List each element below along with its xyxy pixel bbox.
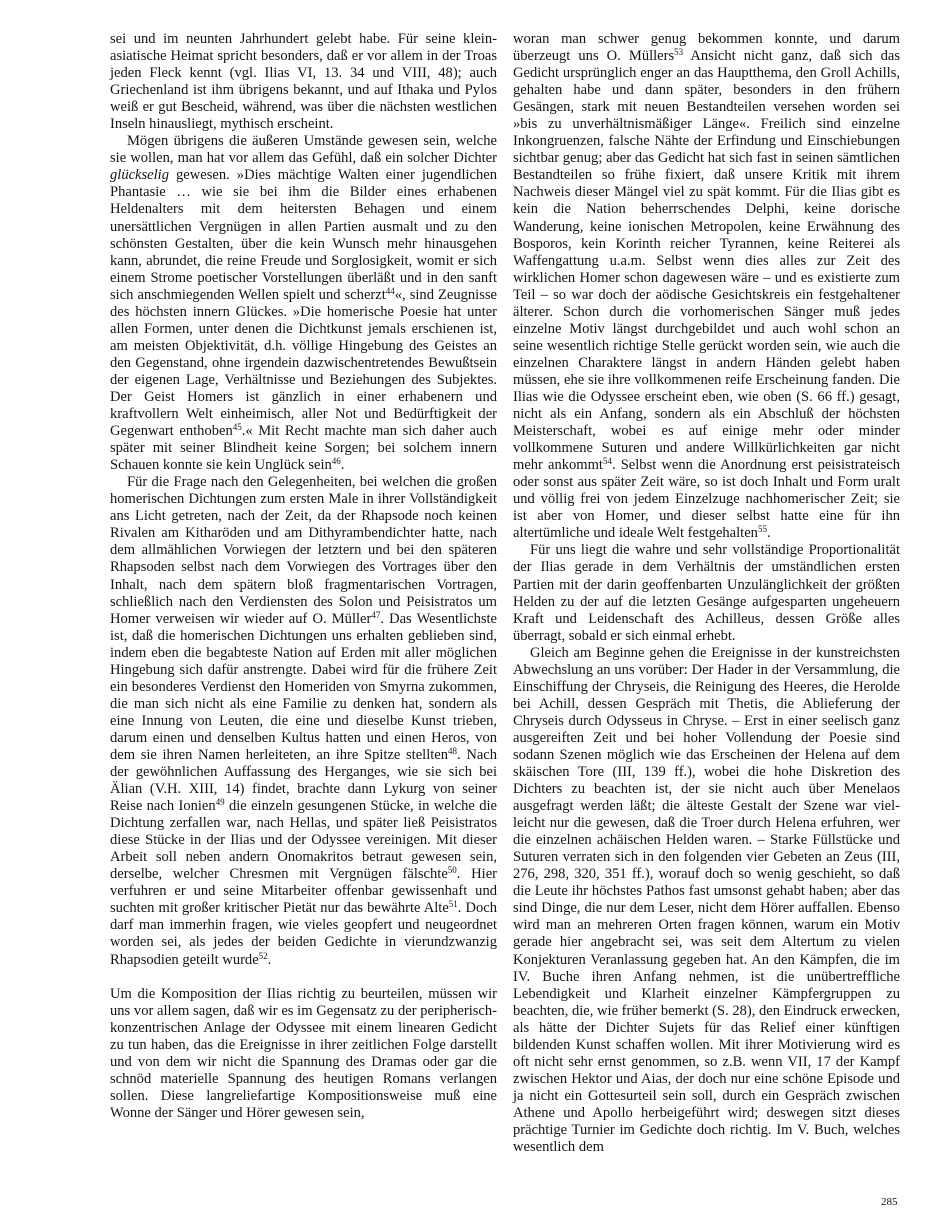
text-run: .« Mit Recht machte man sich daher auch später mit seiner Blindheit keine Sorgen; bei solchem innern Schauen konnte sie kein Unglück sein	[110, 423, 497, 474]
text-run: .	[267, 951, 272, 968]
paragraph	[110, 986, 497, 1122]
paragraph	[513, 542, 900, 644]
text-run: «, sind Zeugnisse des höchsten innern Glückes. »Die homerische Poesie hat unter allen Formen, unter denen die Dichtkunst jemals erschienen ist, am meisten Objektivität, d.h. völlige Hingebung des Geistes an den Gegenstand, ohne irgendein dazwischentretendes Bewußtsein der eigenen Lage, Verhältnisse und Beziehungen des Subjektes. Der Geist Homers ist gänzlich in einer erhabenern und kraftvollern Welt einheimisch, aller Not und Bedürftigkeit der Gegenwart enthoben	[110, 286, 498, 440]
paragraph	[110, 31, 497, 133]
text-run: woran man schwer genug bekommen konnte, und darum überzeugt uns O. Müllers	[513, 31, 900, 65]
text-run: sei und im neunten Jahrhundert gelebt habe. Für seine kleinasiatische Heimat spricht besonders, daß er vor allem in der Troas jeden Fleck kennt (vgl. Ilias VI, 13. 34 und VIII, 48); auch Griechenland ist ihm übrigens bekannt, und auf Ithaka und Pylos weiß er gut Bescheid, während, was über die nächsten westlichen Inseln hinausliegt, mythisch erscheint.	[110, 31, 497, 133]
footnote-ref: 51	[448, 899, 458, 910]
paragraph	[513, 645, 900, 1156]
text-run: Mögen übrigens die äußeren Umstände gewesen sein, welche sie wollen, man hat vor allem das Gefühl, daß ein solcher Dichter	[110, 133, 497, 167]
footnote-ref: 52	[258, 950, 268, 961]
text-run: die einzeln gesungenen Stücke, in welche die Dichtung zerfallen war, nach Hellas, und später ließ Peisistratos diese Stücke in der Ilias und der Odyssee vereinigen. Mit dieser Arbeit soll neben andern Onomakritos betraut gewesen sein, derselbe, welcher Chresmen mit Vergnügen fälschte	[110, 798, 498, 883]
text-run: . Nach der gewöhnlichen Auffassung des Herganges, wie sie sich bei Älian (V.H. XIII, 14) findet, brachte dann Lykurg von seiner Reise nach Ionien	[110, 746, 498, 815]
text-run: Für die Frage nach den Gelegenheiten, bei welchen die großen homerischen Dichtungen zum ersten Male in ihrer Vollständigkeit ans Licht getreten, nach der Zeit, da der Rhapsode noch keinen Rivalen am Kitharöden und am Dithyrambendichter hatte, nach dem allmählichen Vorwiegen der letztern und bei den späteren Rhapsoden selbst nach dem Vorwiegen des Vortrages über den Inhalt, nach dem spätern bloß fragmentarischen Vortragen, schließlich nach den Verdiensten des Solon und Peisistratos um Homer verweisen wir wieder auf O. Müller	[110, 474, 497, 627]
footnote-ref: 48	[448, 745, 458, 756]
left-text-column	[110, 31, 497, 1122]
footnote-ref: 47	[371, 609, 381, 620]
text-run: . Hier verfuhren er und seine Mitarbeiter offenbar gewissenhaft und suchten mit großer kritischer Pietät nur das bewährte Alte	[110, 866, 497, 917]
footnote-ref: 55	[757, 524, 767, 535]
paragraph	[110, 133, 497, 474]
text-run: .	[340, 457, 345, 474]
footnote-ref: 53	[674, 47, 684, 58]
text-run: Um die Komposition der Ilias richtig zu beurteilen, müssen wir uns vor allem sagen, daß wir es im Gegensatz zu der peripherisch-konzentrischen Anlage der Odyssee mit einem linearen Gedicht zu tun haben, das die Ereignisse in ihrer zeitlichen Folge darstellt und von dem wir nicht die Spannung des Dramas oder gar die schnöd materielle Spannung des heutigen Romans verlangen sollen. Diese langreliefartige Kompositionsweise muß eine Wonne der Sänger und Hörer gewesen sein,	[110, 985, 497, 1121]
footnote-ref: 44	[385, 285, 395, 296]
page-number: 285	[881, 1196, 898, 1208]
text-run: .	[766, 525, 771, 542]
right-text-column	[513, 31, 900, 1156]
footnote-ref: 46	[331, 456, 341, 467]
text-run: . Das Wesentlichste ist, daß die homerischen Dichtungen uns erhalten geblieben sind, indem eben die begabteste Nation auf Erden mit aller möglichen Hingebung sich dafür anstrengte. Dabei wird für die frühere Zeit ein besonderes Verdienst den Homeriden von Smyrna zukommen, die man sich nicht als eine Familie zu denken hat, sondern als eine Innung von Leuten, die eine und dieselbe Kunst trieben, darum einen und denselben Kultus hatten und einen Heros, von dem sie ihren Namen herleiteten, an ihre Spitze stellten	[110, 610, 497, 763]
footnote-ref: 49	[215, 797, 225, 808]
text-run: Für uns liegt die wahre und sehr vollständige Proportionalität der Ilias gerade in dem Verhältnis der umständlichen ersten Partien mit der darin geoffenbarten Unzulänglichkeit der größten Helden zu der auf die letzten Gesänge aufgesparten ungeheuern Kraft und Leidenschaft des Achilleus, dessen Größe alles überragt, sobald er sich einmal erhebt.	[513, 542, 900, 644]
text-run: Ansicht nicht ganz, daß sich das Gedicht ursprünglich enger an das Hauptthema, den Groll Achills, gehalten habe und dann später, besonders in den frühern Gesängen, stark mit neuen Bestandteilen versehen worden sei »bis zu unverhältnismäßiger Länge«. Freilich sind einzelne Inkongruenzen, falsche Nähte der Erfindung und Einschiebungen sichtbar genug; aber das Gedicht hat sich fast in seinen sämtlichen Bestandteilen so frühe fixiert, daß unsere Kritik mit ihrem Nachweis dieser Mängel viel zu spät kommt. Für die Ilias gibt es kein die Nation beherrschendes Delphi, keine dorische Wanderung, keine ionischen Metropolen, keine Erwähnung des Bosporos, kein Korinth reicher Tyrannen, keine Reiterei als Waffengattung u.a.m. Selbst wenn dies alles zur Zeit des wirklichen Homer schon dagewesen wäre – und es existierte zum Teil – so war doch der aödische Gesichtskreis ein festgehaltener älterer. Schon durch die vorhomerischen Sänger muß jedes einzelne Motiv längst durchgebildet und auch wohl schon an seine wesentlich richtige Stelle gerückt worden sein, wie auch die einzelnen Charaktere längst in andern Händen gelebt haben müssen, ehe sie ihre vollkommenen reife Erscheinung fanden. Die Ilias wie die Odyssee erscheint eben, wie oben (S. 66 ff.) gesagt, nicht als ein Anfang, sondern als ein Abschluß der höchsten Meisterschaft, wobei es auf einige mehr oder minder vollkommene Suturen und andere Willkürlichkeiten gar nicht mehr ankommt	[513, 48, 900, 474]
text-run: gewesen. »Dies mächtige Walten einer jugendlichen Phantasie … wie sie bei ihm die Bilder eines erhabenen Heldenalters mit dem heitersten Behagen und einem unersättlichen Vergnügen in allen Partien ausmalt und zu den schönsten Gestalten, über die kein Wunsch mehr hinausgehen kann, abrundet, die reine Freude und Sorglosigkeit, womit er sich einem Strome poetischer Vorstellungen überläßt und in den sanft sich anschmiegenden Wellen spielt und scherzt	[110, 167, 497, 303]
paragraph	[110, 474, 497, 968]
paragraph	[513, 31, 900, 542]
text-run: Gleich am Beginne gehen die Ereignisse in der kunstreichsten Abwechslung an uns vorüber: Der Hader in der Versammlung, die Einschiffung der Chryseis, die Reinigung des Heeres, die Herolde bei Achill, dessen Gespräch mit Thetis, die Ablieferung der Chryseis durch Odysseus in Chryse. – Erst in einer seelisch ganz ausgereiften Zeit und bei hoher Vollendung der Poesie sind sodann Szenen möglich wie das Erscheinen der Helena auf dem skäischen Tore (III, 139 ff.), wobei die hohe Diskretion des Dichters zu beachten ist, der sie nicht auch über Menelaos ausgefragt werden läßt; die älteste Gestalt der Szene war vielleicht nur die gewesen, daß die Troer durch Helena erfuhren, wer die einzelnen achäischen Helden waren. – Starke Füllstücke und Suturen verraten sich in den folgenden vier Gebeten an Zeus (III, 276, 298, 320, 351 ff.), worauf doch so wenig geschieht, so daß die Leute ihr höchstes Pathos fast umsonst gehabt haben; aber das sind Dinge, die nur dem Leser, nicht dem Hörer auffallen. Ebenso wird man an mehreren Orten fragen können, warum ein Motiv gerade hier angebracht sei, was seit dem Altertum zu vielen Konjekturen Veranlassung gegeben hat. An den Kämpfen, die im IV. Buche ihren Anfang nehmen, ist die unübertreffliche Lebendigkeit und Klarheit einzelner Kämpfergruppen zu beachten, die, wie früher bemerkt (S. 28), den Eindruck erwecken, als hätte der Dichter Sujets für das Relief einer künftigen bildenden Kunst schaffen wollen. Mit ihrer Motivierung wird es oft nicht sehr ernst genommen, so z.B. wenn VII, 17 der Kampf zwischen Hektor und Aias, der doch nur eine schöne Episode und ja nicht ein Gottesurteil sein soll, durch ein Gespräch zwischen Athene und Apollo herbeigeführt wird; deswegen sitzt dieses prächtige Turnier im Gedichte doch richtig. Im V. Buch, welches wesentlich dem	[513, 644, 900, 1156]
footnote-ref: 45	[232, 422, 242, 433]
text-run: . Selbst wenn die Anordnung erst peisistrateisch oder sonst aus später Zeit wäre, so ist doch Inhalt und Form uralt und völlig frei von jedem Einzelzuge nachhomerischer Zeit; sie ist aber von Homer, und dieser selbst hatte eine für ihn altertümliche und ideale Welt festgehalten	[513, 457, 900, 542]
text-run: . Doch darf man immerhin fragen, wie vieles geopfert und neugeordnet worden sei, als jedes der beiden Gedichte in vierundzwanzig Rhapsodien geteilt wurde	[110, 900, 497, 968]
emphasis-text: glückselig	[110, 167, 169, 184]
footnote-ref: 50	[447, 865, 457, 876]
footnote-ref: 54	[602, 456, 612, 467]
